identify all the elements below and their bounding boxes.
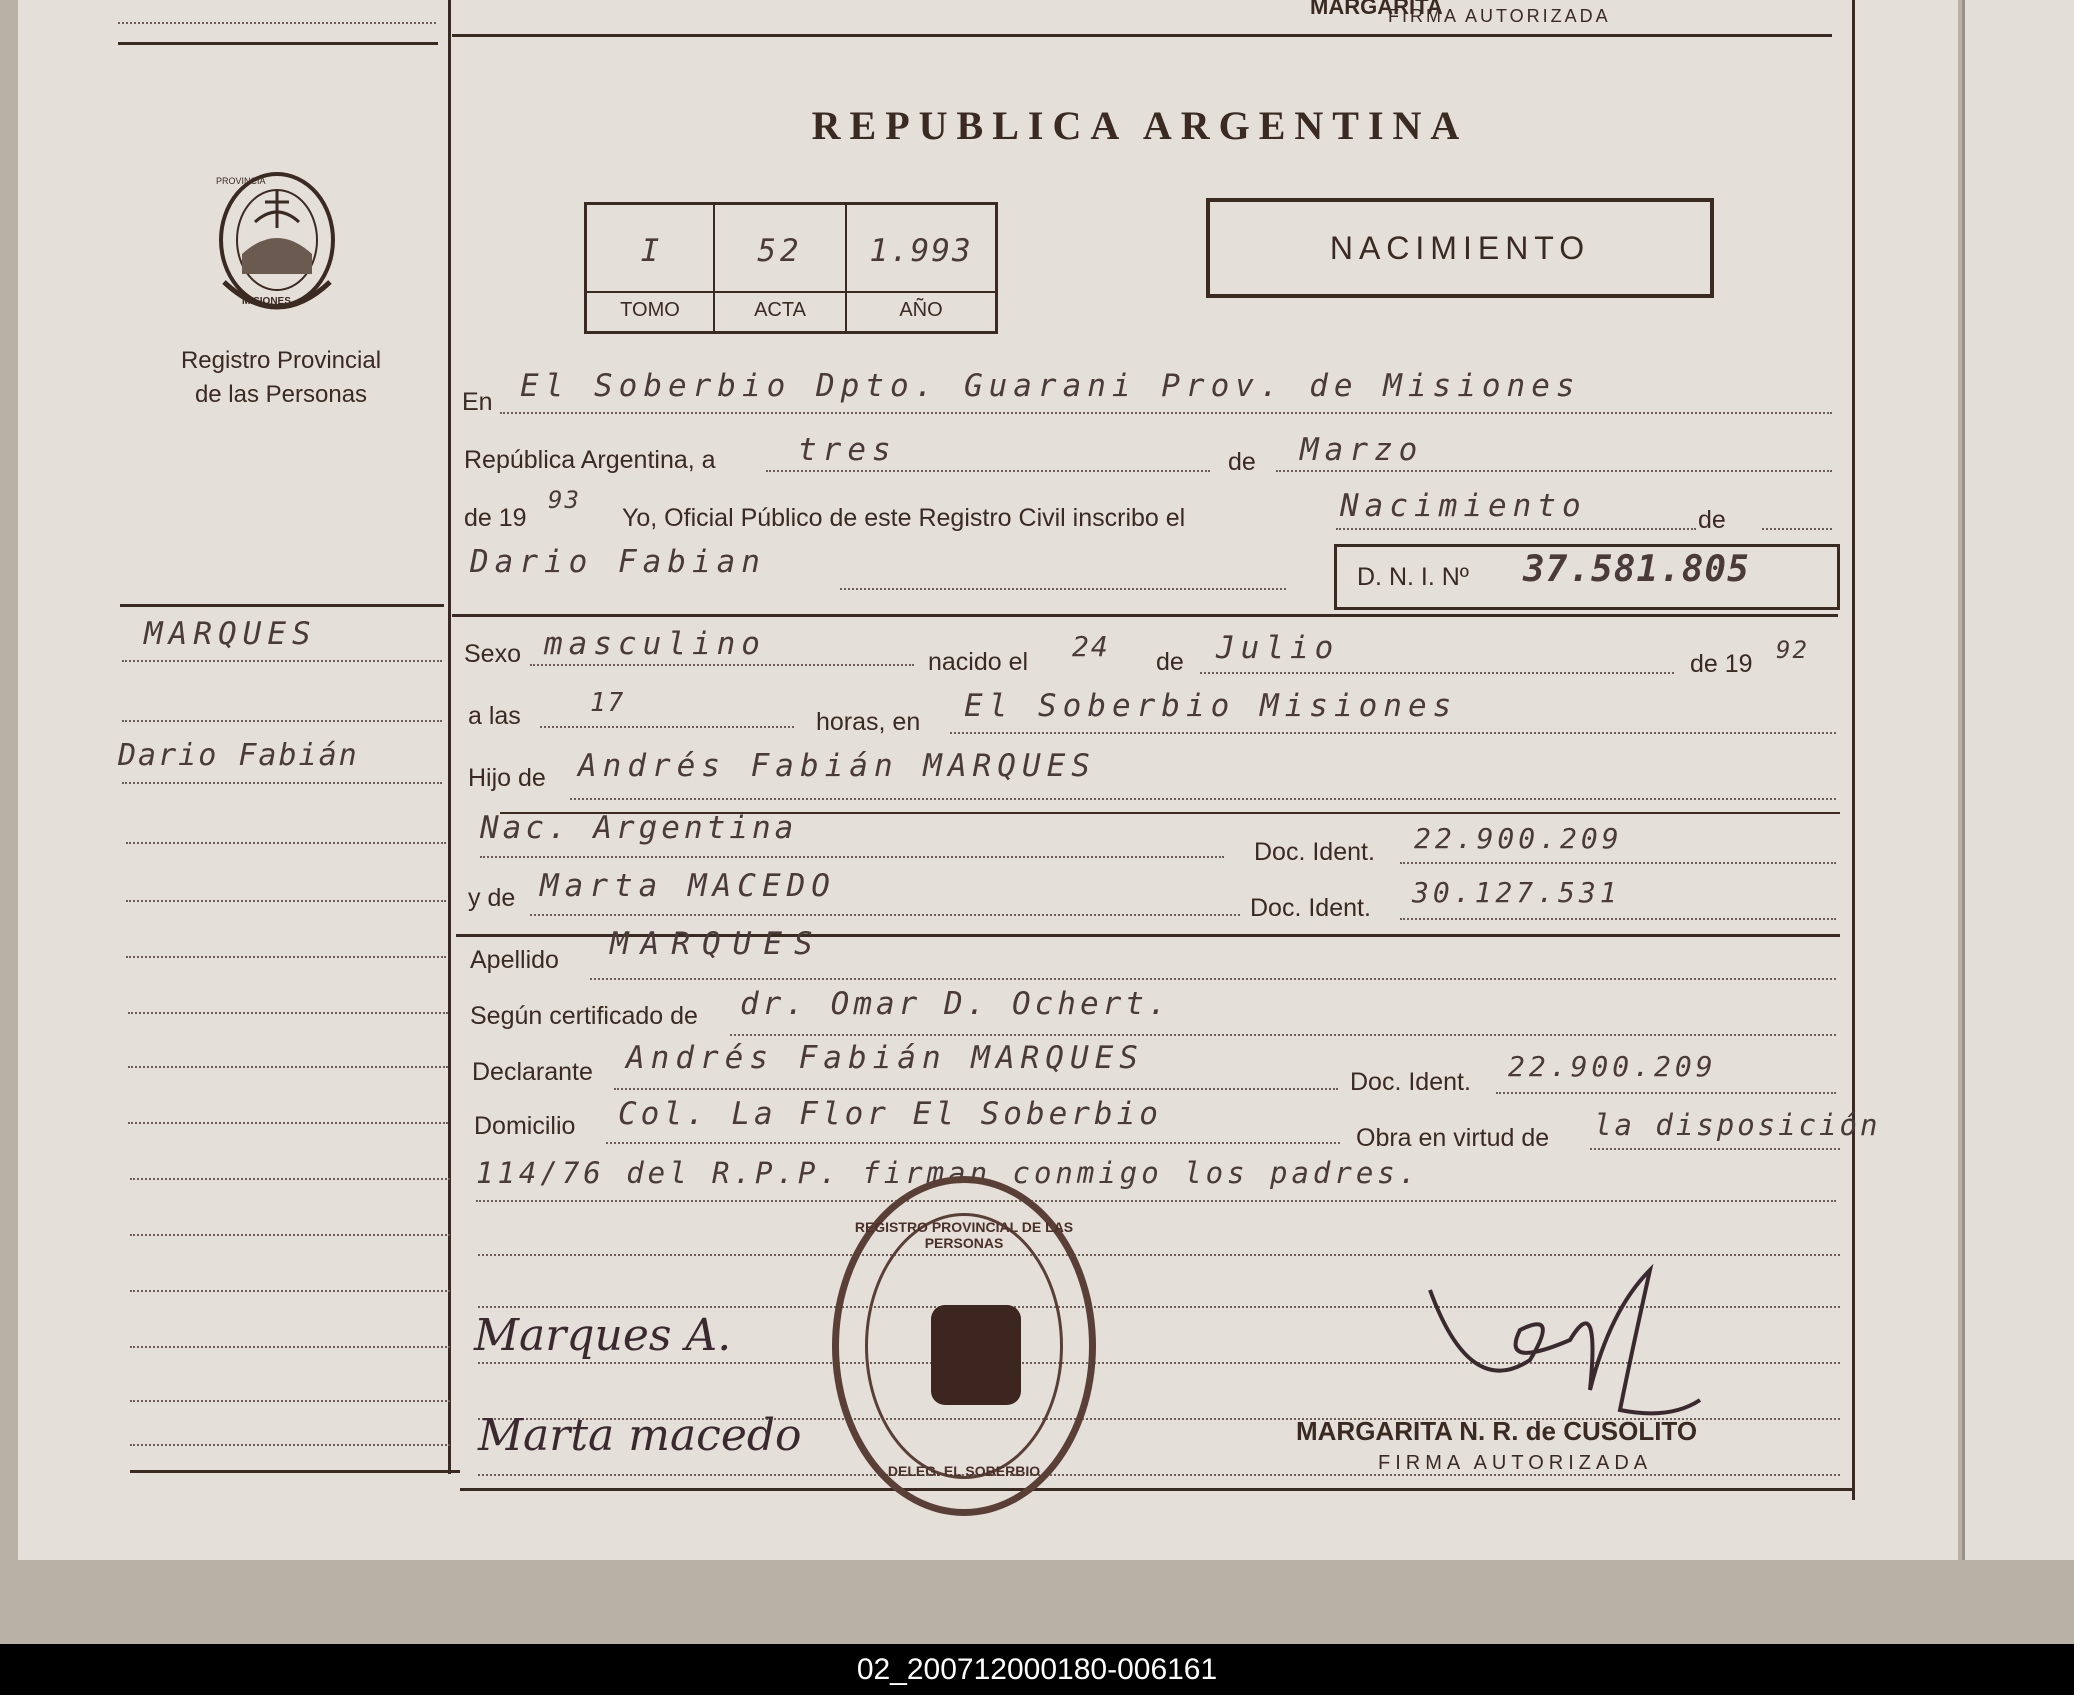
birth-year-value: 92 xyxy=(1776,636,1809,664)
top-firma-label: FIRMA AUTORIZADA xyxy=(1388,6,1611,26)
hijo-label: Hijo de xyxy=(468,764,546,792)
ano-label: AÑO xyxy=(899,299,943,321)
hour-line xyxy=(540,726,794,728)
dni-value: 37.581.805 xyxy=(1523,549,1750,590)
obra-value: la disposición xyxy=(1594,1108,1881,1142)
margin-line xyxy=(118,22,436,24)
stamp-ink-mark xyxy=(931,1305,1021,1405)
father-signature: Marques A. xyxy=(474,1310,732,1361)
sexo-line xyxy=(530,664,914,666)
de2-line xyxy=(1762,528,1832,530)
official-name: MARGARITA N. R. de CUSOLITO xyxy=(1296,1416,1698,1446)
nationality-line xyxy=(480,856,1224,858)
day-value: tres xyxy=(798,432,897,468)
stamp-bottom-text: DELEG. EL SOBERBIO xyxy=(887,1463,1041,1479)
domicilio-line xyxy=(606,1142,1340,1144)
mother-doc-value: 30.127.531 xyxy=(1412,876,1621,909)
registry-name xyxy=(150,344,412,412)
inscribo-line xyxy=(1336,528,1696,530)
domicilio-value: Col. La Flor El Soberbio xyxy=(618,1096,1162,1132)
margin-line-8 xyxy=(128,1066,448,1068)
obra-line-2 xyxy=(476,1200,1836,1202)
margin-line-11 xyxy=(130,1234,450,1236)
de3-label: de xyxy=(1156,648,1184,676)
father-doc-value: 22.900.209 xyxy=(1414,822,1623,855)
stamp-top-text: REGISTRO PROVINCIAL DE LAS PERSONAS xyxy=(854,1219,1074,1251)
registration-box xyxy=(584,202,998,334)
segun-value: dr. Omar D. Ochert. xyxy=(740,986,1171,1022)
seal-top-text: PROVINCIA xyxy=(216,176,266,186)
declarante-doc-value: 22.900.209 xyxy=(1508,1050,1717,1083)
margin-line-12 xyxy=(130,1290,450,1292)
child-name-value: Dario Fabian xyxy=(470,544,766,580)
name-line xyxy=(840,588,1286,590)
ano-value: 1.993 xyxy=(869,233,973,269)
apellido-value: MARQUES xyxy=(610,926,825,962)
margin-line-2 xyxy=(122,720,442,722)
nacido-label: nacido el xyxy=(928,648,1029,676)
mother-doc-line xyxy=(1400,918,1836,920)
tomo-label: TOMO xyxy=(620,299,680,321)
en-value: El Soberbio Dpto. Guarani Prov. de Misiones xyxy=(520,368,1581,404)
month-value: Marzo xyxy=(1300,432,1424,468)
registry-line-2: de las Personas xyxy=(194,381,368,408)
tomo-value: I xyxy=(640,233,660,269)
birth-place-value: El Soberbio Misiones xyxy=(964,688,1458,724)
father-doc-label: Doc. Ident. xyxy=(1254,838,1375,866)
margin-line-10 xyxy=(130,1178,450,1180)
year-value: 93 xyxy=(548,486,581,514)
father-doc-line xyxy=(1400,862,1836,864)
top-rule xyxy=(452,34,1832,37)
margin-line-3 xyxy=(122,782,442,784)
record-type-box: NACIMIENTO xyxy=(1206,198,1714,298)
margin-line-14 xyxy=(130,1400,450,1402)
acta-label: ACTA xyxy=(754,299,806,321)
en-label: En xyxy=(462,388,493,416)
margin-line-5 xyxy=(126,900,446,902)
yde-label: y de xyxy=(468,884,516,912)
birth-month-line xyxy=(1200,672,1674,674)
margin-surname: MARQUES xyxy=(144,616,317,652)
de2-label: de xyxy=(1698,506,1726,534)
segun-label: Según certificado de xyxy=(470,1002,698,1030)
top-official-name: MARGARITA xyxy=(1310,0,1443,19)
seal-bottom-text: MISIONES xyxy=(242,296,291,307)
hour-value: 17 xyxy=(590,688,626,718)
image-id-footer: 02_200712000180-006161 xyxy=(0,1644,2074,1695)
registry-line-1: Registro Provincial xyxy=(180,347,382,374)
birth-month-value: Julio xyxy=(1216,630,1340,666)
right-frame xyxy=(1852,0,1855,1500)
apellido-line xyxy=(590,978,1836,980)
apellido-label: Apellido xyxy=(470,946,559,974)
domicilio-label: Domicilio xyxy=(474,1112,576,1140)
segun-line xyxy=(730,1034,1836,1036)
day-line xyxy=(766,470,1210,472)
obra-continuation: 114/76 del R.P.P. firman conmigo los padres. xyxy=(476,1156,1421,1190)
mother-name-value: Marta MACEDO xyxy=(540,868,836,904)
margin-line-6 xyxy=(126,956,446,958)
de19b-label: de 19 xyxy=(1690,650,1753,678)
sexo-value: masculino xyxy=(544,626,766,662)
margin-line-1 xyxy=(122,660,442,662)
month-line xyxy=(1276,470,1832,472)
dni-box xyxy=(1334,544,1840,610)
box-divider xyxy=(587,291,995,293)
mother-doc-label: Doc. Ident. xyxy=(1250,894,1371,922)
declarante-label: Declarante xyxy=(472,1058,593,1086)
inscribo-value: Nacimiento xyxy=(1340,488,1587,524)
declarante-doc-label: Doc. Ident. xyxy=(1350,1068,1471,1096)
next-page-edge xyxy=(1962,0,2074,1560)
de-label: de xyxy=(1228,448,1256,476)
left-frame xyxy=(448,0,451,1474)
margin-section-rule xyxy=(120,604,444,607)
father-line xyxy=(570,798,1836,800)
de19-label: de 19 xyxy=(464,504,527,532)
acta-value: 52 xyxy=(757,233,803,269)
sexo-label: Sexo xyxy=(464,640,521,668)
declarante-doc-line xyxy=(1496,1092,1836,1094)
margin-line-7 xyxy=(128,1012,448,1014)
section-rule-1 xyxy=(452,614,1838,617)
margin-rule xyxy=(118,42,438,45)
declarante-value: Andrés Fabián MARQUES xyxy=(626,1040,1144,1076)
registry-stamp xyxy=(832,1176,1096,1516)
obra-label: Obra en virtud de xyxy=(1356,1124,1550,1152)
bottom-rule xyxy=(460,1488,1852,1491)
en-line xyxy=(500,412,1832,414)
declarante-line xyxy=(614,1088,1338,1090)
margin-line-4 xyxy=(126,842,446,844)
alas-label: a las xyxy=(468,702,521,730)
republica-label: República Argentina, a xyxy=(464,446,716,474)
margin-line-9 xyxy=(128,1122,448,1124)
margin-given-name: Dario Fabián xyxy=(118,738,359,773)
official-title: FIRMA AUTORIZADA xyxy=(1378,1452,1653,1474)
margin-line-15 xyxy=(130,1444,450,1446)
margin-bottom-rule xyxy=(130,1470,460,1473)
country-title: REPUBLICA ARGENTINA xyxy=(811,103,1469,148)
margin-line-13 xyxy=(130,1346,450,1348)
birth-day-value: 24 xyxy=(1072,630,1110,663)
horas-label: horas, en xyxy=(816,708,921,736)
birth-place-line xyxy=(950,732,1836,734)
dni-label: D. N. I. Nº xyxy=(1357,563,1469,591)
yo-oficial-label: Yo, Oficial Público de este Registro Civil inscribo el xyxy=(622,504,1186,532)
mother-signature: Marta macedo xyxy=(478,1410,802,1461)
mother-line xyxy=(530,914,1240,916)
father-name-value: Andrés Fabián MARQUES xyxy=(578,748,1096,784)
obra-line xyxy=(1590,1148,1840,1150)
father-nationality: Nac. Argentina xyxy=(480,810,798,846)
